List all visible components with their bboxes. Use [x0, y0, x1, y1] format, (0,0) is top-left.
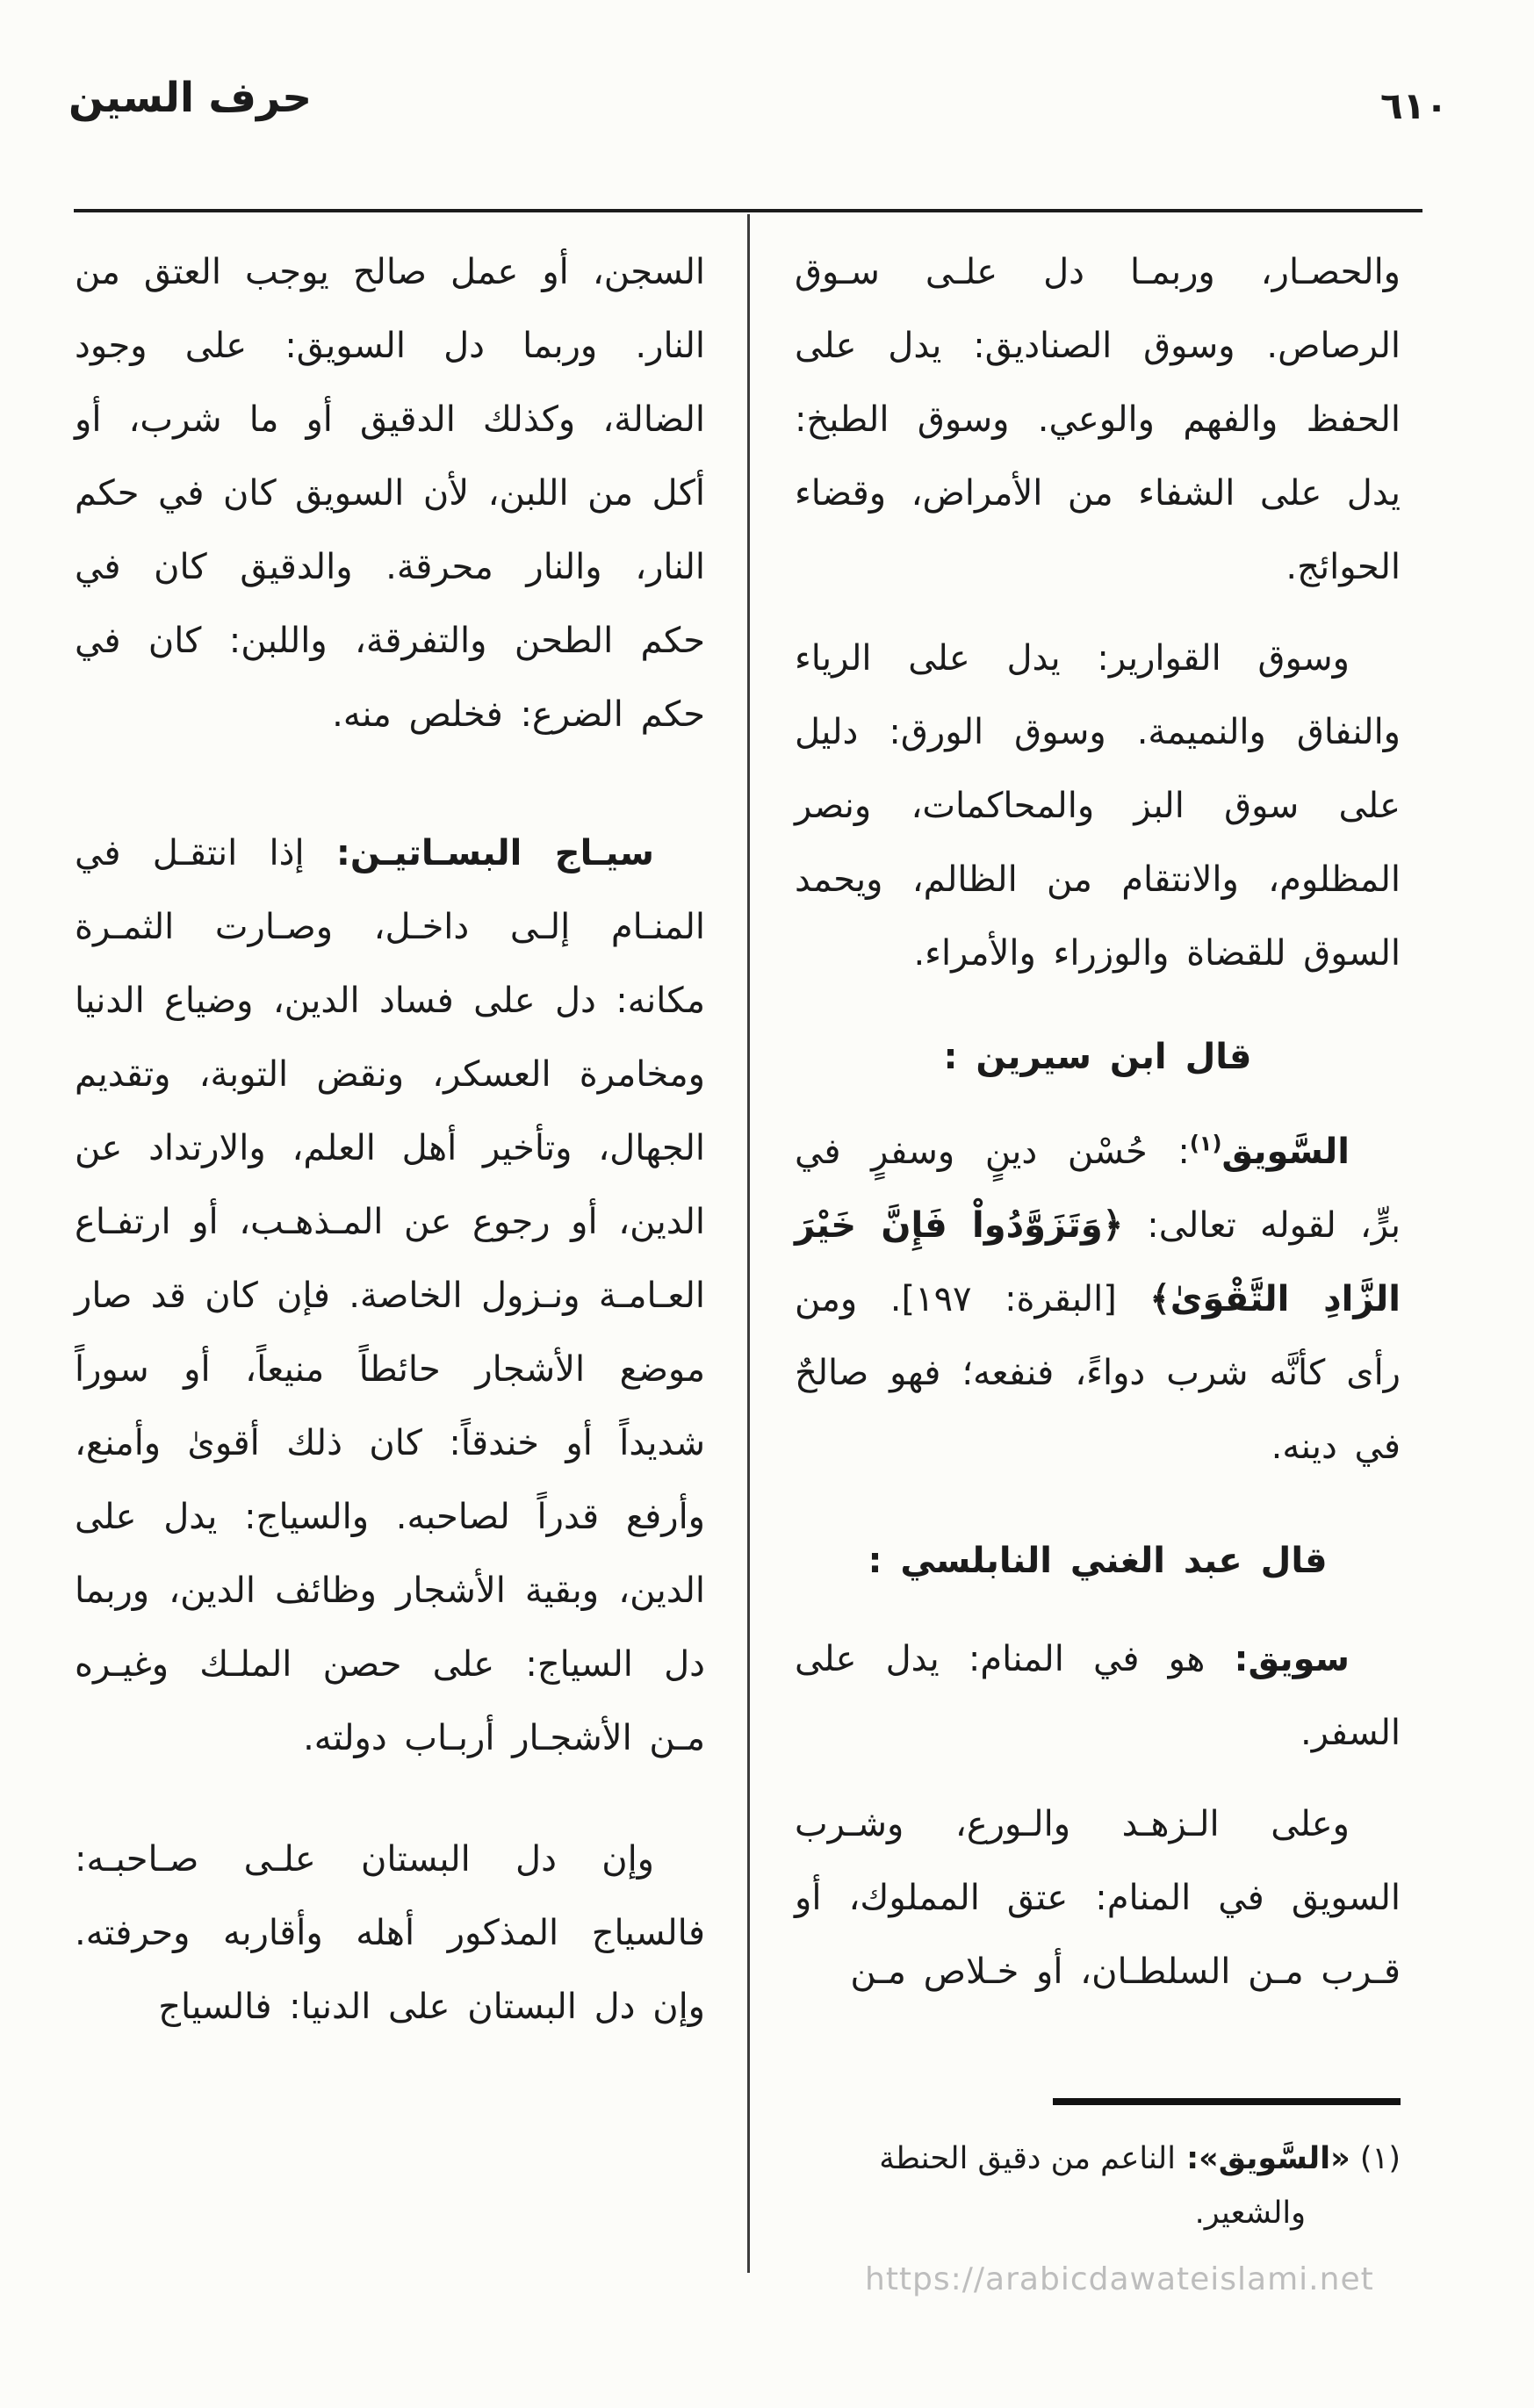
paragraph-garden-owner: وإن دل البستان علـى صـاحبـه: فالسياج المذكور أهله وأقاربه وحرفته. وإن دل البستان على الدنيا: فالسياج: [75, 1839, 705, 2027]
entry-word-siyaj-al-basatin: سيـاج البسـاتيـن:: [335, 833, 654, 873]
paragraph-zuhd-and-drinking-sawiq: وعلى الـزهـد والـورع، وشـرب السويق في المنام: عتق المملوك، أو قـرب مـن السلطـان، أو خـلاص مـن: [795, 1804, 1401, 1992]
paragraph-bottle-market: وسوق القوارير: يدل على الرياء والنفاق والنميمة. وسوق الورق: دليل على سوق البز والمحاكمات، ونصر المظلوم، والانتقام من الظالم، ويحمد السوق للقضاة والوزراء والأمراء.: [795, 638, 1401, 974]
website-watermark: https://arabicdawateislami.net: [865, 2261, 1374, 2297]
right-text-column: [795, 235, 1401, 2009]
paragraph-sawiq-nabulsi: [795, 1622, 1401, 1770]
footnote-area: [795, 2098, 1401, 2240]
quran-verse-quote: ﴿وَتَزَوَّدُواْ فَإِنَّ خَيْرَ الزَّادِ التَّقْوَىٰ﴾: [795, 1205, 1401, 1319]
left-text-column: [75, 235, 705, 2044]
column-divider-rule: [747, 214, 750, 2273]
footnote-term-sawiq: «السَّويق»:: [1175, 2141, 1350, 2176]
heading-ibn-sirin: قال ابن سيرين :: [943, 1037, 1252, 1077]
paragraph-markets-continuation: والحصـار، وربمـا دل علـى سـوق الرصاص. وسوق الصناديق: يدل على الحفظ والفهم والوعي. وسوق الطبخ: يدل على الشفاء من الأمراض، وقضاء الحوائج.: [795, 252, 1401, 587]
paragraph-sawiq-ibn-sirin: [795, 1115, 1401, 1484]
header-rule-divider: [74, 209, 1422, 212]
sawiq-nabulsi-text: هو في المنام: يدل على السفر.: [795, 1639, 1401, 1753]
entry-word-sawiq-nabulsi: سويق:: [1234, 1639, 1350, 1679]
page-number: ٦١٠: [1380, 84, 1448, 127]
paragraph-garden-fence: [75, 816, 705, 1775]
garden-fence-text: إذا انتقـل في المنـام إلـى داخـل، وصـارت الثمـرة مكانه: دل على فساد الدين، وضياع الدنيا ومخامرة العسكر، ونقض التوبة، وتقديم الجهال، وتأخير أهل العلم، والارتداد عن الدين، أو رجوع عن المـذهـب، أو ارتفـاع العـامـة ونـزول الخاصة. فإن كان قد صار موضع الأشجار حائطاً منيعاً، أو سوراً شديداً أو خندقاً: كان ذلك أقوىٰ وأمنع، وأرفع قدراً لصاحبه. والسياج: يدل على الدين، وبقية الأشجار وظائف الدين، وربما دل السياج: على حصن الملـك وغيـره مـن الأشجـار أربـاب دولته.: [75, 833, 705, 1758]
paragraph-prison-continuation: السجن، أو عمل صالح يوجب العتق من النار. وربما دل السويق: على وجود الضالة، وكذلك الدقيق أو ما شرب، أو أكل من اللبن، لأن السويق كان في حكم النار، والنار محرقة. والدقيق كان في حكم الطحن والتفرقة، واللبن: كان في حكم الضرع: فخلص منه.: [75, 252, 705, 735]
running-head-chapter-title: حرف السين: [68, 74, 313, 122]
footnote-definition-part1: الناعم من دقيق الحنطة: [879, 2141, 1176, 2176]
footnote-separator-rule: [1053, 2098, 1401, 2105]
sawiq-text-before-verse: : حُسْن دينٍ وسفرٍ في برٍّ، لقوله تعالى:: [795, 1132, 1401, 1246]
quran-verse-reference: [البقرة: ١٩٧].: [889, 1279, 1150, 1319]
footnote-number: (١): [1350, 2141, 1401, 2176]
heading-abdul-ghani-nabulsi: قال عبد الغني النابلسي :: [868, 1541, 1328, 1581]
footnote-reference-marker: (١): [1189, 1131, 1222, 1156]
entry-word-sawiq: السَّويق: [1221, 1132, 1350, 1172]
footnote-line-2: والشعير.: [1194, 2196, 1306, 2231]
footnote-line-1: [795, 2131, 1401, 2186]
sawiq-text-after-verse: ومن رأى كأنَّه شرب دواءً، فنفعه؛ فهو صالحٌ في دينه.: [795, 1279, 1401, 1467]
